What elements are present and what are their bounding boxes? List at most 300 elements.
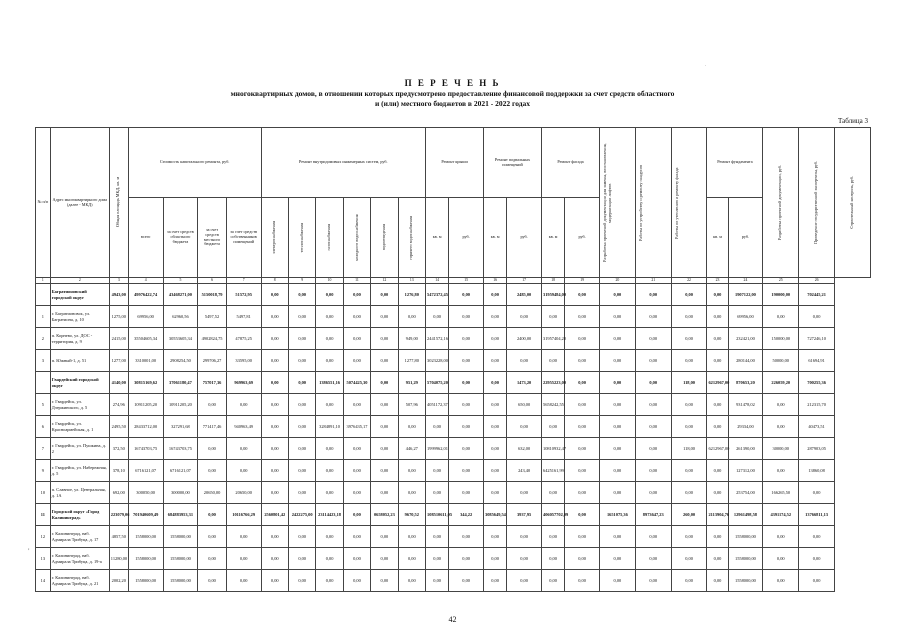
row-cell: 0,00 bbox=[707, 328, 728, 350]
row-cell: 6212967,00 bbox=[707, 438, 728, 460]
row-number: 12 bbox=[36, 526, 51, 548]
row-cell: 150000,00 bbox=[763, 328, 799, 350]
row-cell: 0,00 bbox=[316, 328, 343, 350]
row-cell: 0,00 bbox=[671, 328, 707, 350]
table-row bbox=[36, 438, 871, 460]
row-cell: 0,00 bbox=[371, 328, 398, 350]
row-cell: 20650,00 bbox=[198, 482, 226, 504]
row-cell: 0,00 bbox=[484, 284, 507, 306]
row-cell: 0,00 bbox=[599, 460, 635, 482]
row-address: Гвардейский городской округ bbox=[50, 372, 109, 394]
row-number: 7 bbox=[36, 438, 51, 460]
row-cell: 30815169,62 bbox=[128, 372, 163, 394]
header-roof-rub: руб. bbox=[449, 198, 484, 278]
row-cell: 166265,50 bbox=[763, 482, 799, 504]
header-basement-sqm: кв. м bbox=[484, 198, 507, 278]
row-cell: 0,00 bbox=[635, 394, 671, 416]
row-cell: 5472372,45 bbox=[426, 284, 449, 306]
row-cell: 0,00 bbox=[226, 548, 261, 570]
row-cell: 632,00 bbox=[507, 438, 542, 460]
row-cell: 0,00 bbox=[198, 394, 226, 416]
row-cell: 0,00 bbox=[599, 328, 635, 350]
row-cell: 0,00 bbox=[261, 394, 288, 416]
row-cell: 226059,20 bbox=[763, 372, 799, 394]
row-cell: 0,00 bbox=[484, 570, 507, 592]
table-row bbox=[36, 306, 871, 328]
row-cell: 0,00 bbox=[599, 372, 635, 394]
row-cell: 3284891,10 bbox=[316, 416, 343, 438]
table-row bbox=[36, 460, 871, 482]
row-cell: 0,00 bbox=[635, 438, 671, 460]
row-cell: 0,00 bbox=[316, 284, 343, 306]
row-cell: 0,00 bbox=[565, 438, 600, 460]
row-cell: 0,00 bbox=[599, 284, 635, 306]
table-row bbox=[36, 482, 871, 504]
row-number: 1 bbox=[36, 306, 51, 328]
header-cost-local: за счет средств местного бюджета bbox=[198, 198, 226, 278]
column-number: 23 bbox=[707, 278, 728, 284]
row-cell: 49976422,74 bbox=[128, 284, 163, 306]
row-cell: 13860,08 bbox=[799, 460, 835, 482]
row-cell: 0,00 bbox=[343, 438, 370, 460]
row-cell: 0,00 bbox=[671, 284, 707, 306]
row-cell: 0,00 bbox=[542, 548, 565, 570]
row-cell: 446,27 bbox=[398, 438, 425, 460]
row-cell: 0,00 bbox=[426, 416, 449, 438]
row-cell: 0,00 bbox=[484, 526, 507, 548]
row-cell: 0,00 bbox=[507, 416, 542, 438]
row-cell: 0,00 bbox=[799, 548, 835, 570]
header-foundation-rub: руб. bbox=[728, 198, 763, 278]
row-cell: 0,00 bbox=[565, 372, 600, 394]
row-address: Городской округ «Город Калининград» bbox=[50, 504, 109, 526]
row-cell: 0,00 bbox=[261, 482, 288, 504]
row-number: 5 bbox=[36, 394, 51, 416]
row-cell: 0,00 bbox=[635, 460, 671, 482]
header-col20: Работы по устройству и ремонту пандусов bbox=[635, 128, 671, 278]
header-facade-group: Ремонт фасада bbox=[542, 128, 600, 198]
row-cell: 0,00 bbox=[398, 460, 425, 482]
row-cell: 0,00 bbox=[316, 548, 343, 570]
row-cell: 0,00 bbox=[635, 570, 671, 592]
row-cell: 10116766,29 bbox=[226, 504, 261, 526]
row-cell: 0,00 bbox=[449, 394, 484, 416]
row-cell: 378,10 bbox=[109, 460, 128, 482]
row-cell: 0,00 bbox=[671, 526, 707, 548]
row-cell: 757017,36 bbox=[198, 372, 226, 394]
row-cell: 0,00 bbox=[343, 328, 370, 350]
row-cell: 0,00 bbox=[398, 526, 425, 548]
row-cell: 0,00 bbox=[565, 460, 600, 482]
row-cell: 0,00 bbox=[599, 482, 635, 504]
row-cell: 0,00 bbox=[449, 328, 484, 350]
row-cell: 300050,00 bbox=[128, 482, 163, 504]
row-cell: 33595,00 bbox=[226, 350, 261, 372]
row-cell: 4140,00 bbox=[109, 372, 128, 394]
row-cell: 274,96 bbox=[109, 394, 128, 416]
row-cell: 31957404,20 bbox=[542, 328, 565, 350]
row-cell: 0,00 bbox=[507, 570, 542, 592]
row-cell: 62960,56 bbox=[163, 306, 198, 328]
row-cell: 0,00 bbox=[198, 438, 226, 460]
row-cell: 0,00 bbox=[343, 548, 370, 570]
row-cell: 0,00 bbox=[371, 548, 398, 570]
row-cell: 0,00 bbox=[226, 394, 261, 416]
column-number: 22 bbox=[671, 278, 707, 284]
column-number: 13 bbox=[398, 278, 425, 284]
row-cell: 29334,00 bbox=[728, 416, 763, 438]
row-cell: 0,00 bbox=[542, 350, 565, 372]
row-cell: 50000,00 bbox=[763, 350, 799, 372]
row-cell: 35504605,34 bbox=[128, 328, 163, 350]
row-cell: 0,00 bbox=[799, 526, 835, 548]
row-cell: 13766811,13 bbox=[799, 504, 835, 526]
row-cell: 0,00 bbox=[371, 570, 398, 592]
row-cell: 232421,00 bbox=[728, 328, 763, 350]
row-cell: 692,00 bbox=[109, 482, 128, 504]
header-cost-total: всего bbox=[128, 198, 163, 278]
row-number: 13 bbox=[36, 548, 51, 570]
row-cell: 0,00 bbox=[599, 438, 635, 460]
column-number: 24 bbox=[728, 278, 763, 284]
row-cell: 0,00 bbox=[198, 548, 226, 570]
row-cell: 0,00 bbox=[398, 570, 425, 592]
row-cell: 300000,00 bbox=[163, 482, 198, 504]
row-cell: 0,00 bbox=[671, 570, 707, 592]
row-cell: 118,00 bbox=[671, 438, 707, 460]
row-cell: 243,40 bbox=[507, 460, 542, 482]
row-cell: 0,00 bbox=[343, 350, 370, 372]
row-cell: 0,00 bbox=[507, 306, 542, 328]
row-cell: 22955223,00 bbox=[542, 372, 565, 394]
row-cell: 31959484,00 bbox=[542, 284, 565, 306]
row-cell: 260,00 bbox=[671, 504, 707, 526]
row-cell: 4391174,52 bbox=[763, 504, 799, 526]
column-number: 9 bbox=[288, 278, 315, 284]
row-cell: 0,00 bbox=[671, 306, 707, 328]
row-cell: 0,00 bbox=[707, 460, 728, 482]
row-cell: 0,00 bbox=[343, 526, 370, 548]
row-cell: 0,00 bbox=[371, 306, 398, 328]
column-number: 17 bbox=[507, 278, 542, 284]
row-cell: 0,00 bbox=[799, 570, 835, 592]
row-cell: 0,00 bbox=[371, 482, 398, 504]
row-cell: 0,00 bbox=[449, 284, 484, 306]
header-col19: Разработка проектной документации для замены, восстановления, модернизации лифтов bbox=[599, 128, 635, 278]
row-cell: 0,00 bbox=[635, 548, 671, 570]
column-number: 16 bbox=[484, 278, 507, 284]
row-cell: 702445,21 bbox=[799, 284, 835, 306]
row-cell: 0,00 bbox=[426, 482, 449, 504]
row-cell: 0,00 bbox=[426, 460, 449, 482]
row-cell: 69956,00 bbox=[128, 306, 163, 328]
column-number: 19 bbox=[565, 278, 600, 284]
row-cell: 0,00 bbox=[484, 394, 507, 416]
column-number: 4 bbox=[128, 278, 163, 284]
row-cell: 1558000,00 bbox=[128, 526, 163, 548]
row-cell: 1386551,16 bbox=[316, 372, 343, 394]
row-cell: 0,00 bbox=[398, 306, 425, 328]
column-number: 3 bbox=[109, 278, 128, 284]
row-cell: 0,00 bbox=[261, 350, 288, 372]
row-cell: 2560801,42 bbox=[261, 504, 288, 526]
row-cell: 949,00 bbox=[398, 328, 425, 350]
row-cell: 12961498,58 bbox=[728, 504, 763, 526]
margin-mark: , bbox=[28, 545, 30, 551]
row-cell: 870653,20 bbox=[728, 372, 763, 394]
row-cell: 43468271,00 bbox=[163, 284, 198, 306]
column-number: 20 bbox=[599, 278, 635, 284]
column-number: 11 bbox=[343, 278, 370, 284]
row-cell: 1999962,01 bbox=[426, 438, 449, 460]
column-number: 10 bbox=[316, 278, 343, 284]
header-address: Адрес многоквартирного дома (далее - МКД) bbox=[50, 128, 109, 278]
row-cell: 0,00 bbox=[635, 526, 671, 548]
row-cell: 0,00 bbox=[763, 548, 799, 570]
row-cell: 0,00 bbox=[565, 394, 600, 416]
row-cell: 0,00 bbox=[671, 548, 707, 570]
header-facade-sqm: кв. м bbox=[542, 198, 565, 278]
row-cell: 0,00 bbox=[261, 306, 288, 328]
row-cell: 0,00 bbox=[261, 284, 288, 306]
header-cost-group: Стоимость капитального ремонта, руб. bbox=[128, 128, 261, 198]
row-number: 11 bbox=[36, 504, 51, 526]
row-cell: 0,00 bbox=[635, 482, 671, 504]
row-cell: 0,00 bbox=[484, 482, 507, 504]
row-cell: 0,00 bbox=[542, 416, 565, 438]
row-cell: 0,00 bbox=[707, 350, 728, 372]
row-cell: 0,00 bbox=[343, 570, 370, 592]
row-cell: 684883953,31 bbox=[163, 504, 198, 526]
row-cell: 6212967,00 bbox=[707, 372, 728, 394]
header-cost-regional: за счет средств областного бюджета bbox=[163, 198, 198, 278]
row-cell: 1558000,00 bbox=[163, 570, 198, 592]
row-cell: 0,00 bbox=[288, 416, 315, 438]
row-cell: 0,00 bbox=[763, 416, 799, 438]
row-cell: 0,00 bbox=[635, 328, 671, 350]
scan-mark: . bbox=[705, 63, 707, 68]
header-col25: Проведение государственной экспертизы, руб. bbox=[799, 128, 835, 278]
row-cell: 344,22 bbox=[449, 504, 484, 526]
row-cell: 0,00 bbox=[261, 548, 288, 570]
row-cell: 0,00 bbox=[343, 394, 370, 416]
row-cell: 0,00 bbox=[449, 350, 484, 372]
row-cell: 406057702,09 bbox=[542, 504, 565, 526]
row-cell: 5497,52 bbox=[198, 306, 226, 328]
header-facade-rub: руб. bbox=[565, 198, 600, 278]
row-address: г. Гвардейск, ул. Дзержинского, д. 5 bbox=[50, 394, 109, 416]
row-cell: 6716121,07 bbox=[128, 460, 163, 482]
row-cell: 2908254,50 bbox=[163, 350, 198, 372]
row-cell: 0,00 bbox=[426, 548, 449, 570]
row-cell: 1558000,00 bbox=[728, 526, 763, 548]
table-row bbox=[36, 284, 871, 306]
row-cell: 0,00 bbox=[261, 416, 288, 438]
row-cell: 5704075,20 bbox=[426, 372, 449, 394]
header-num: № п/п bbox=[36, 128, 51, 278]
row-cell: 0,00 bbox=[449, 306, 484, 328]
row-cell: 0,00 bbox=[288, 306, 315, 328]
row-address: г. Калининград, наб. Адмирала Трибуца, д. 21 bbox=[50, 570, 109, 592]
row-cell: 0,00 bbox=[707, 570, 728, 592]
row-cell: 0,00 bbox=[449, 416, 484, 438]
row-cell: 0,00 bbox=[599, 350, 635, 372]
row-cell: 0,00 bbox=[542, 482, 565, 504]
row-address: г. Гвардейск, ул. Набережная, д. 5 bbox=[50, 460, 109, 482]
row-cell: 0,00 bbox=[565, 548, 600, 570]
row-number: 14 bbox=[36, 570, 51, 592]
row-cell: 2485,00 bbox=[507, 284, 542, 306]
row-cell: 0,00 bbox=[316, 526, 343, 548]
row-cell: 0,00 bbox=[484, 460, 507, 482]
row-cell: 969963,69 bbox=[226, 372, 261, 394]
row-cell: 0,00 bbox=[599, 526, 635, 548]
row-cell: 0,00 bbox=[484, 416, 507, 438]
row-cell: 1558000,00 bbox=[128, 570, 163, 592]
row-cell: 6716121,07 bbox=[163, 460, 198, 482]
header-area: Общая площадь МКД, кв. м bbox=[109, 128, 128, 278]
row-cell: 0,00 bbox=[343, 482, 370, 504]
row-cell: 0,00 bbox=[316, 350, 343, 372]
row-cell: 0,00 bbox=[449, 438, 484, 460]
row-cell: 0,00 bbox=[565, 570, 600, 592]
row-cell: 4943,00 bbox=[109, 284, 128, 306]
row-cell: 0,00 bbox=[198, 526, 226, 548]
header-basement-group: Ремонт подвальных помещений bbox=[484, 128, 542, 198]
row-cell: 2422275,00 bbox=[288, 504, 315, 526]
row-cell: 700255,36 bbox=[799, 372, 835, 394]
table-row bbox=[36, 504, 871, 526]
header-int-hot: горячего водоснабжения bbox=[398, 198, 425, 278]
row-cell: 0,00 bbox=[449, 482, 484, 504]
row-cell: 0,00 bbox=[671, 416, 707, 438]
row-cell: 727246,10 bbox=[799, 328, 835, 350]
row-cell: 0,00 bbox=[707, 284, 728, 306]
row-cell: 931478,02 bbox=[728, 394, 763, 416]
row-cell: 0,00 bbox=[542, 570, 565, 592]
row-cell: 5658242,55 bbox=[542, 394, 565, 416]
row-cell: 0,00 bbox=[426, 570, 449, 592]
row-cell: 3937,95 bbox=[507, 504, 542, 526]
row-cell: 0,00 bbox=[226, 460, 261, 482]
row-cell: 0,00 bbox=[449, 372, 484, 394]
row-cell: 0,00 bbox=[288, 328, 315, 350]
row-cell: 0,00 bbox=[565, 526, 600, 548]
column-number: 12 bbox=[371, 278, 398, 284]
row-cell: 0,00 bbox=[288, 284, 315, 306]
row-cell: 0,00 bbox=[371, 526, 398, 548]
row-cell: 61694,91 bbox=[799, 350, 835, 372]
row-cell: 0,00 bbox=[398, 482, 425, 504]
row-cell: 1275,00 bbox=[109, 306, 128, 328]
row-cell: 0,00 bbox=[635, 350, 671, 372]
row-cell: 51572,95 bbox=[226, 284, 261, 306]
row-address: п. Корнево, ул. ДОС - территория, д. 9 bbox=[50, 328, 109, 350]
row-cell: 0,00 bbox=[371, 416, 398, 438]
row-cell: 0,00 bbox=[426, 526, 449, 548]
row-cell: 5074425,30 bbox=[343, 372, 370, 394]
row-cell: 0,00 bbox=[599, 394, 635, 416]
row-cell: 0,00 bbox=[507, 548, 542, 570]
header-int-sewer: водоотведения bbox=[371, 198, 398, 278]
row-cell: 0,00 bbox=[635, 306, 671, 328]
column-number: 8 bbox=[261, 278, 288, 284]
row-cell: 1558000,00 bbox=[163, 548, 198, 570]
row-cell: 37061180,47 bbox=[163, 372, 198, 394]
row-cell: 372,50 bbox=[109, 438, 128, 460]
row-cell: 10911205,20 bbox=[128, 394, 163, 416]
row-cell: 1651075,36 bbox=[599, 504, 635, 526]
row-number: 9 bbox=[36, 460, 51, 482]
row-cell: 0,00 bbox=[288, 548, 315, 570]
row-cell: 0,00 bbox=[288, 482, 315, 504]
row-cell: 0,00 bbox=[288, 350, 315, 372]
row-cell: 0,00 bbox=[449, 526, 484, 548]
document-subtitle-line1: многоквартирных домов, в отношении которых предусмотрено предоставление финансовой поддержки за счет средств областного bbox=[230, 89, 675, 98]
row-cell: 4857,50 bbox=[109, 526, 128, 548]
row-cell: 0,00 bbox=[763, 570, 799, 592]
row-cell: 0,00 bbox=[371, 372, 398, 394]
row-cell: 0,00 bbox=[707, 482, 728, 504]
row-cell: 0,00 bbox=[316, 438, 343, 460]
row-cell: 701940609,49 bbox=[128, 504, 163, 526]
row-cell: 3310001,00 bbox=[128, 350, 163, 372]
row-cell: 0,00 bbox=[799, 306, 835, 328]
row-cell: 253754,00 bbox=[728, 482, 763, 504]
row-cell: 0,00 bbox=[398, 548, 425, 570]
row-cell: 2002,20 bbox=[109, 570, 128, 592]
row-cell: 0,00 bbox=[635, 372, 671, 394]
row-cell: 0,00 bbox=[763, 306, 799, 328]
row-cell: 0,00 bbox=[763, 460, 799, 482]
row-cell: 0,00 bbox=[371, 284, 398, 306]
row-cell: 0,00 bbox=[707, 394, 728, 416]
row-cell: 0,00 bbox=[484, 438, 507, 460]
table-row bbox=[36, 570, 871, 592]
row-cell: 0,00 bbox=[343, 306, 370, 328]
row-cell: 0,00 bbox=[599, 548, 635, 570]
row-cell: 8973647,23 bbox=[635, 504, 671, 526]
row-cell: 507,96 bbox=[398, 394, 425, 416]
row-cell: 223079,06 bbox=[109, 504, 128, 526]
header-int-power: электроснабжения bbox=[261, 198, 288, 278]
header-int-heat: теплоснабжения bbox=[288, 198, 315, 278]
row-number: 10 bbox=[36, 482, 51, 504]
row-cell: 0,00 bbox=[799, 482, 835, 504]
row-cell: 0,00 bbox=[316, 306, 343, 328]
row-cell: 0,00 bbox=[449, 570, 484, 592]
column-number: 21 bbox=[635, 278, 671, 284]
column-number: 14 bbox=[426, 278, 449, 284]
row-cell: 0,00 bbox=[484, 328, 507, 350]
header-foundation-sqm: кв. м bbox=[707, 198, 728, 278]
row-cell: 6425161,99 bbox=[542, 460, 565, 482]
row-cell: 0,00 bbox=[288, 460, 315, 482]
row-cell: 0,00 bbox=[484, 372, 507, 394]
column-number: 7 bbox=[226, 278, 261, 284]
row-cell: 0,00 bbox=[226, 438, 261, 460]
row-cell: 0,00 bbox=[288, 526, 315, 548]
row-cell: 0,00 bbox=[261, 438, 288, 460]
row-cell: 3085649,54 bbox=[484, 504, 507, 526]
row-cell: 287903,05 bbox=[799, 438, 835, 460]
row-cell: 1558000,00 bbox=[728, 570, 763, 592]
row-cell: 9670,52 bbox=[398, 504, 425, 526]
row-address: г. Калининград, наб. Адмирала Трибуца, д. 17 bbox=[50, 526, 109, 548]
table-row bbox=[36, 416, 871, 438]
table-row bbox=[36, 372, 871, 394]
row-address: п. Славное, ул. Центральная, д. 1А bbox=[50, 482, 109, 504]
